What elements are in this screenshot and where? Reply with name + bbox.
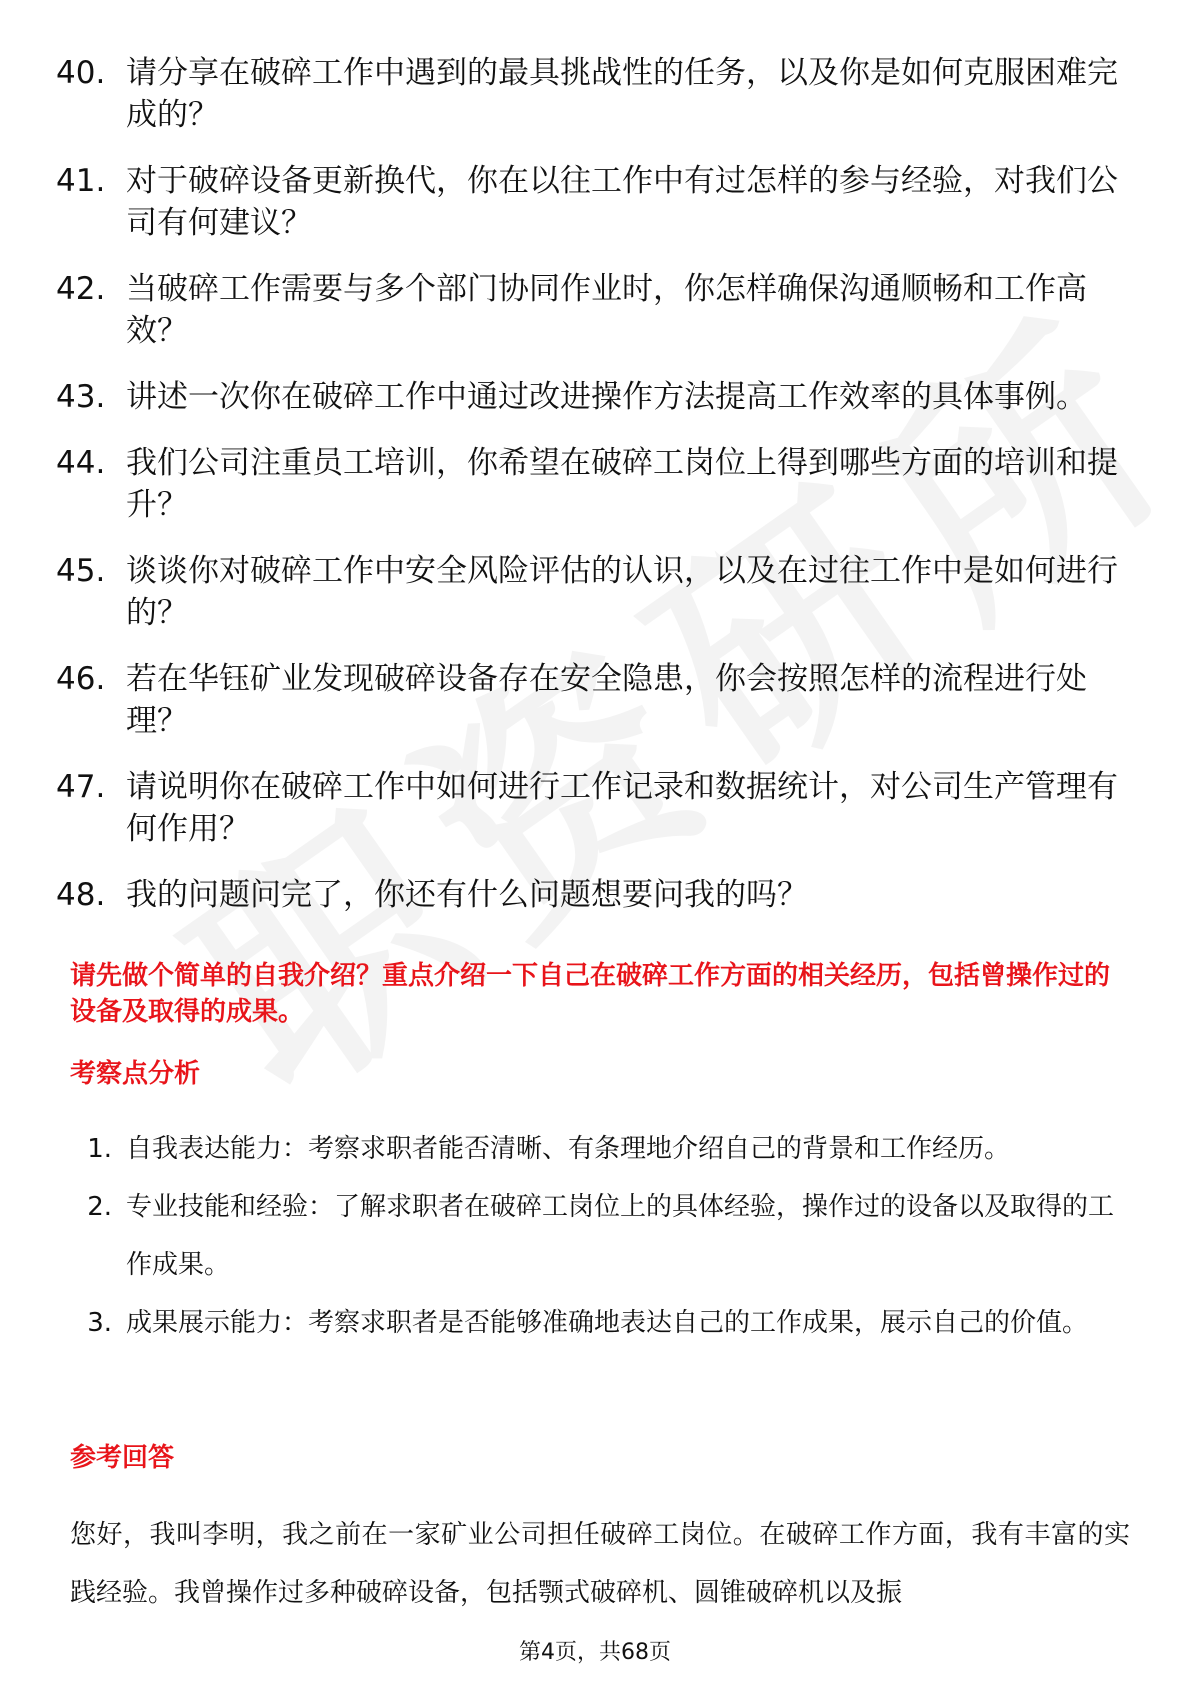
question-item (56, 160, 1136, 244)
answer-paragraph: 您好，我叫李明，我之前在一家矿业公司担任破碎工岗位。在破碎工作方面，我有丰富的实践经验。我曾操作过多种破碎设备，包括颚式破碎机、圆锥破碎机以及振 (70, 1520, 1130, 1608)
question-item (56, 550, 1136, 634)
page-footer: 第4页，共68页 (519, 1640, 671, 1665)
analysis-item (70, 1294, 1130, 1352)
question-item (56, 766, 1136, 850)
question-text: 讲述一次你在破碎工作中通过改进操作方法提高工作效率的具体事例。 (126, 379, 1087, 415)
question-list (56, 52, 1136, 940)
question-item (56, 52, 1136, 136)
analysis-list (70, 1120, 1130, 1352)
analysis-item (70, 1120, 1130, 1178)
question-text: 对于破碎设备更新换代，你在以往工作中有过怎样的参与经验，对我们公司有何建议？ (126, 163, 1118, 241)
analysis-text: 专业技能和经验：了解求职者在破碎工岗位上的具体经验，操作过的设备以及取得的工作成果。 (126, 1192, 1115, 1280)
question-number: 44. (56, 445, 106, 481)
question-text: 请分享在破碎工作中遇到的最具挑战性的任务，以及你是如何克服困难完成的？ (126, 55, 1118, 133)
question-item (56, 658, 1136, 742)
analysis-item (70, 1178, 1130, 1294)
question-text: 我们公司注重员工培训，你希望在破碎工岗位上得到哪些方面的培训和提升？ (126, 445, 1118, 523)
question-number: 43. (56, 379, 106, 415)
analysis-text: 自我表达能力：考察求职者能否清晰、有条理地介绍自己的背景和工作经历。 (126, 1134, 1011, 1164)
analysis-number: 3. (87, 1308, 112, 1338)
question-text: 当破碎工作需要与多个部门协同作业时，你怎样确保沟通顺畅和工作高效？ (126, 271, 1087, 349)
question-number: 42. (56, 271, 106, 307)
question-number: 47. (56, 769, 106, 805)
question-number: 41. (56, 163, 106, 199)
analysis-number: 1. (87, 1134, 112, 1164)
question-text: 谈谈你对破碎工作中安全风险评估的认识，以及在过往工作中是如何进行的？ (126, 553, 1118, 631)
featured-question-heading: 请先做个简单的自我介绍？重点介绍一下自己在破碎工作方面的相关经历，包括曾操作过的设备及取得的成果。 (70, 961, 1111, 1027)
question-item (56, 442, 1136, 526)
question-text: 请说明你在破碎工作中如何进行工作记录和数据统计，对公司生产管理有何作用？ (126, 769, 1118, 847)
analysis-title: 考察点分析 (70, 1059, 201, 1089)
question-item (56, 874, 1136, 916)
question-text: 若在华钰矿业发现破碎设备存在安全隐患，你会按照怎样的流程进行处理？ (126, 661, 1087, 739)
analysis-number: 2. (87, 1192, 112, 1222)
question-number: 40. (56, 55, 106, 91)
question-number: 45. (56, 553, 106, 589)
question-item (56, 376, 1136, 418)
question-number: 46. (56, 661, 106, 697)
question-item (56, 268, 1136, 352)
question-text: 我的问题问完了，你还有什么问题想要问我的吗？ (126, 877, 808, 913)
answer-title: 参考回答 (70, 1443, 175, 1473)
analysis-text: 成果展示能力：考察求职者是否能够准确地表达自己的工作成果，展示自己的价值。 (126, 1308, 1089, 1338)
question-number: 48. (56, 877, 106, 913)
